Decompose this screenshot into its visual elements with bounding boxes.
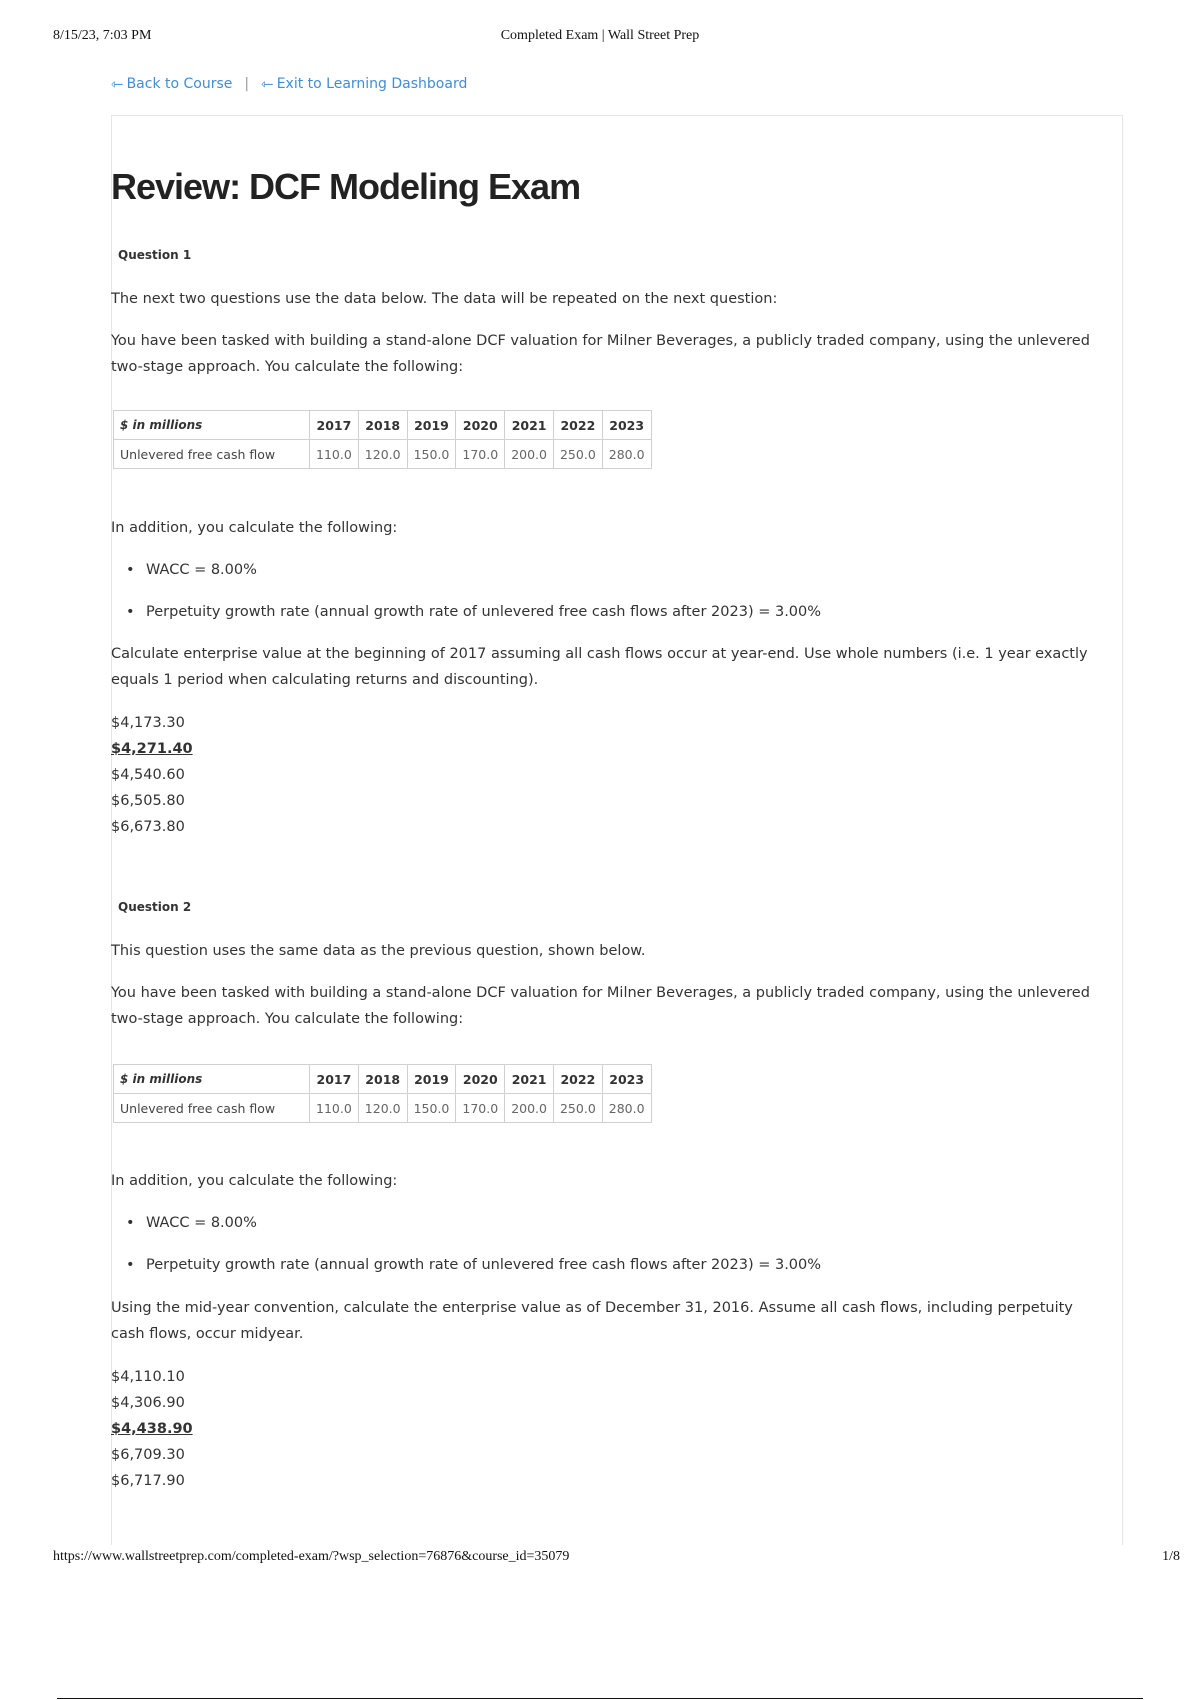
exit-to-dashboard-link[interactable]: [261, 75, 467, 93]
answer-option-correct[interactable]: $4,438.90: [111, 1421, 193, 1437]
question-label: Question 2: [118, 900, 192, 914]
year-header: 2023: [602, 411, 651, 440]
year-header: 2022: [553, 411, 602, 440]
cash-flow-value: 170.0: [456, 1094, 505, 1123]
year-header: 2021: [505, 411, 554, 440]
answer-option[interactable]: $6,717.90: [111, 1473, 185, 1489]
print-page-title: Completed Exam | Wall Street Prep: [500, 28, 700, 43]
nav-separator: |: [244, 76, 250, 92]
cash-flow-value: 200.0: [505, 1094, 554, 1123]
cash-flow-table: [113, 410, 652, 469]
year-header: 2021: [505, 1065, 554, 1094]
year-header: 2017: [310, 411, 359, 440]
table-corner-label: $ in millions: [114, 1065, 310, 1094]
year-header: 2017: [310, 1065, 359, 1094]
assumption-list: [118, 557, 821, 641]
answer-option[interactable]: $6,709.30: [111, 1447, 185, 1463]
answer-option[interactable]: $4,110.10: [111, 1369, 185, 1385]
print-footer: [0, 1549, 1200, 1569]
year-header: 2019: [407, 411, 456, 440]
cash-flow-value: 110.0: [310, 440, 359, 469]
cash-flow-value: 250.0: [553, 440, 602, 469]
year-header: 2019: [407, 1065, 456, 1094]
answer-options: [111, 710, 193, 840]
year-header: 2018: [358, 411, 407, 440]
table-header-row: [114, 411, 652, 440]
table-header-row: [114, 1065, 652, 1094]
list-item: • WACC = 8.00%: [118, 1210, 821, 1252]
exit-arrow-icon: ⇽: [111, 75, 124, 93]
year-header: 2018: [358, 1065, 407, 1094]
row-label: Unlevered free cash flow: [114, 1094, 310, 1123]
list-item: • WACC = 8.00%: [118, 557, 821, 599]
year-header: 2020: [456, 411, 505, 440]
table-corner-label: $ in millions: [114, 411, 310, 440]
print-header: [0, 28, 1200, 48]
year-header: 2020: [456, 1065, 505, 1094]
divider: [57, 1698, 1143, 1699]
cash-flow-value: 250.0: [553, 1094, 602, 1123]
answer-option[interactable]: $6,505.80: [111, 793, 185, 809]
cash-flow-value: 170.0: [456, 440, 505, 469]
addition-text: In addition, you calculate the following:: [111, 520, 398, 536]
back-to-course-label: Back to Course: [126, 76, 233, 92]
table-row: [114, 1094, 652, 1123]
cash-flow-value: 110.0: [310, 1094, 359, 1123]
page-title: Review: DCF Modeling Exam: [111, 166, 581, 207]
question-scenario: You have been tasked with building a stand-alone DCF valuation for Milner Beverages, a publicly traded company, using the unlevered two-stage approach. You calculate the following:: [111, 985, 1090, 1027]
question-prompt: Using the mid-year convention, calculate the enterprise value as of December 31, 2016. Assume all cash flows, including perpetuity cash flows, occur midyear.: [111, 1300, 1073, 1342]
year-header: 2022: [553, 1065, 602, 1094]
exit-to-dashboard-label: Exit to Learning Dashboard: [276, 76, 468, 92]
answer-option[interactable]: $4,173.30: [111, 715, 185, 731]
cash-flow-value: 200.0: [505, 440, 554, 469]
cash-flow-value: 150.0: [407, 1094, 456, 1123]
list-item: • Perpetuity growth rate (annual growth rate of unlevered free cash flows after 2023) = 3.00%: [118, 599, 821, 641]
question-scenario: You have been tasked with building a stand-alone DCF valuation for Milner Beverages, a publicly traded company, using the unlevered two-stage approach. You calculate the following:: [111, 333, 1090, 375]
back-to-course-link[interactable]: [111, 75, 232, 93]
cash-flow-value: 280.0: [602, 440, 651, 469]
table-row: [114, 440, 652, 469]
page-url: https://www.wallstreetprep.com/completed-exam/?wsp_selection=76876&course_id=35079: [53, 1549, 570, 1564]
answer-option-correct[interactable]: $4,271.40: [111, 741, 193, 757]
exit-arrow-icon: ⇽: [261, 75, 274, 93]
answer-option[interactable]: $4,540.60: [111, 767, 185, 783]
course-nav: [111, 75, 467, 93]
answer-option[interactable]: $6,673.80: [111, 819, 185, 835]
question-prompt: Calculate enterprise value at the beginning of 2017 assuming all cash flows occur at year-end. Use whole numbers (i.e. 1 year exactly equals 1 period when calculating returns and discounting).: [111, 646, 1088, 688]
answer-options: [111, 1364, 193, 1494]
question-intro: This question uses the same data as the previous question, shown below.: [111, 943, 646, 959]
print-date: 8/15/23, 7:03 PM: [53, 28, 152, 43]
answer-option[interactable]: $4,306.90: [111, 1395, 185, 1411]
cash-flow-value: 280.0: [602, 1094, 651, 1123]
question-intro: The next two questions use the data below. The data will be repeated on the next question:: [111, 291, 778, 307]
assumption-list: [118, 1210, 821, 1294]
year-header: 2023: [602, 1065, 651, 1094]
addition-text: In addition, you calculate the following:: [111, 1173, 398, 1189]
cash-flow-value: 120.0: [358, 440, 407, 469]
cash-flow-value: 120.0: [358, 1094, 407, 1123]
cash-flow-value: 150.0: [407, 440, 456, 469]
row-label: Unlevered free cash flow: [114, 440, 310, 469]
cash-flow-table: [113, 1064, 652, 1123]
list-item: • Perpetuity growth rate (annual growth rate of unlevered free cash flows after 2023) = 3.00%: [118, 1252, 821, 1294]
question-label: Question 1: [118, 248, 192, 262]
page-number: 1/8: [1162, 1549, 1180, 1564]
